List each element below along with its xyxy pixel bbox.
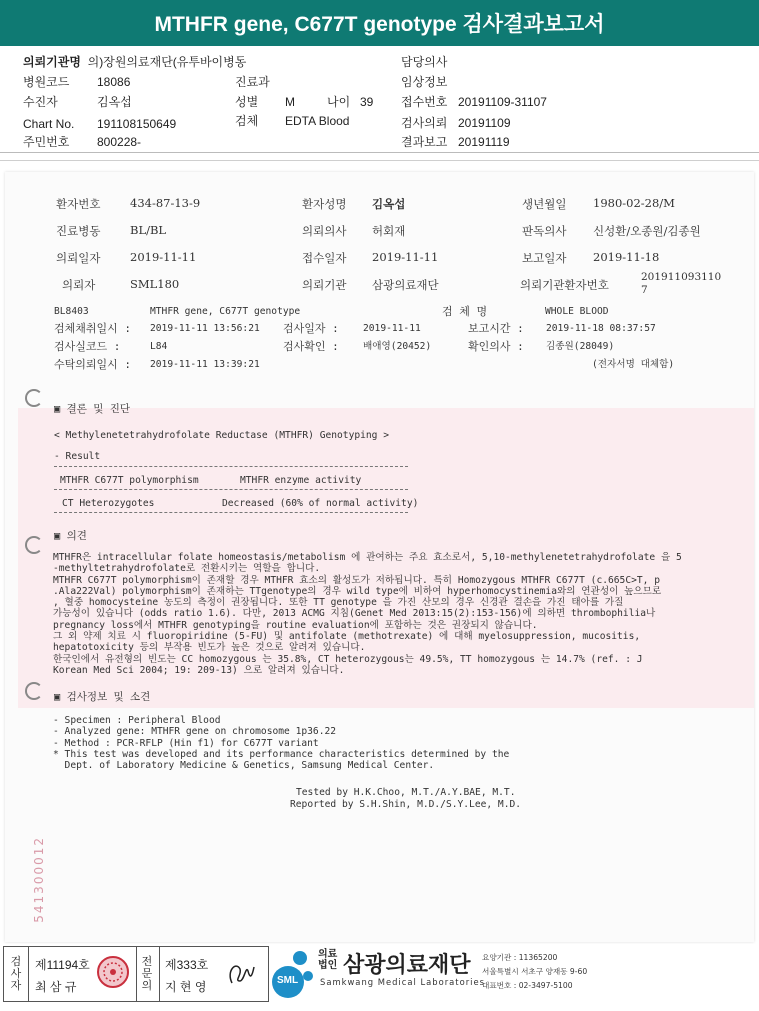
patient-label: 수진자 [23, 95, 58, 109]
grid-value: 2019-11-18 [593, 250, 660, 264]
clinical-info-label: 임상정보 [401, 75, 448, 89]
grid-label: 의뢰일자 [56, 251, 101, 265]
info-label: 확인의사 : [468, 340, 524, 353]
corp-type-1: 의료 [318, 949, 338, 960]
result-table-rule [54, 489, 408, 490]
grid-label: 의뢰의사 [302, 224, 347, 238]
test-code: BL8403 [54, 306, 89, 317]
punch-hole-mark [25, 536, 43, 554]
result-col-enzyme: MTHFR enzyme activity [240, 475, 362, 486]
sml-logo-icon [270, 948, 318, 1000]
method-text [53, 715, 509, 771]
info-value: 2019-11-11 13:39:21 [150, 359, 260, 370]
opinion-line: Korean Med Sci 2004; 19: 209-13) 으로 알려져 있습니다. [53, 664, 345, 676]
opinion-line: hepatotoxicity 등의 부작용 빈도가 높은 것으로 알려져 있습니다. [53, 642, 366, 654]
grid-value: 김옥섭 [372, 197, 406, 211]
grid-value: BL/BL [130, 223, 167, 237]
signature-box [3, 946, 269, 1002]
divider [28, 947, 29, 1001]
method-line: - Specimen : Peripheral Blood [53, 715, 221, 726]
specimen-label: 검체 [235, 114, 259, 128]
institution-code: 요양기관 : 11365200 [482, 953, 558, 962]
receipt-no-value: 20191109-31107 [458, 95, 547, 109]
specimen-name-value: WHOLE BLOOD [545, 306, 609, 317]
grid-value: 삼광의료재단 [372, 278, 439, 292]
specimen-value: EDTA Blood [285, 114, 350, 128]
genotyping-heading: < Methylenetetrahydrofolate Reductase (MTHFR) Genotyping > [54, 430, 390, 441]
specimen-name-label: 검 체 명 [442, 305, 488, 318]
report-date-value: 20191119 [458, 135, 510, 149]
grid-label: 의뢰기관환자번호 [520, 278, 609, 292]
punch-hole-mark [25, 682, 43, 700]
e-signature-note: (전자서명 대체함) [592, 359, 675, 370]
chart-no-value: 191108150649 [97, 117, 177, 131]
opinion-text [53, 552, 682, 676]
opinion-line: 그 외 약제 치료 시 fluoropiridine (5-FU) 및 antifolate (methotrexate) 에 대해 myelosuppression, mucositis, [53, 631, 641, 643]
info-label: 검체채취일시 : [54, 322, 132, 335]
info-label: 수탁의뢰일시 : [54, 358, 132, 371]
grid-value: 1980-02-28/M [593, 196, 675, 210]
opinion-line: 가능성이 있습니다 (odds ratio 1.6). 다만, 2013 ACMG 지침(Genet Med 2013:15(2):153-156)에 의하면 thrombophilia나 [53, 608, 656, 620]
result-table-rule [54, 466, 408, 467]
sex-value: M [285, 95, 295, 109]
grid-label: 접수일자 [302, 251, 347, 265]
receipt-no-label: 접수번호 [401, 95, 448, 109]
age-label: 나이 [327, 95, 351, 109]
tester-name: 최 삼 규 [35, 980, 77, 994]
info-label: 검사확인 : [283, 340, 339, 353]
grid-label: 판독의사 [522, 224, 567, 238]
divider [136, 947, 137, 1001]
specialist-license-no: 제333호 [165, 958, 209, 972]
opinion-line: , 혈중 homocysteine 농도의 측정이 권장됩니다. 또한 TT genotype 을 가진 산모의 경우 신경관 결손을 가진 태아를 가질 [53, 597, 624, 609]
grid-value: 2019-11-11 [130, 250, 197, 264]
tester-license-no: 제11194호 [35, 958, 90, 972]
grid-label: 의뢰자 [62, 278, 96, 292]
grid-value-tail: 7 [641, 284, 648, 296]
doctor-label: 담당의사 [401, 55, 448, 69]
reported-by: Reported by S.H.Shin, M.D./S.Y.Lee, M.D. [290, 799, 522, 810]
method-line: Dept. of Laboratory Medicine & Genetics, Samsung Medical Center. [53, 760, 435, 772]
grid-value: 신성환/오종원/김종원 [593, 224, 701, 238]
info-value: 김종원(28049) [546, 341, 615, 352]
info-value: 2019-11-11 [363, 323, 421, 334]
chart-no-label: Chart No. [23, 117, 75, 131]
opinion-line: 한국인에서 유전형의 빈도는 CC homozygous 는 35.8%, CT heterozygous는 49.5%, TT homozygous 는 14.7% (ref. : J [53, 653, 643, 665]
specialist-signature [224, 957, 262, 991]
grid-value: 201911093110 [641, 271, 722, 283]
info-value: 배애영(20452) [363, 341, 432, 352]
grid-label: 환자성명 [302, 197, 347, 211]
report-date-label: 결과보고 [401, 135, 448, 149]
hospital-code-label: 병원코드 [23, 75, 70, 89]
specialist-label: 전문의 [141, 955, 153, 992]
grid-value: 허회재 [372, 224, 406, 238]
info-value: 2019-11-18 08:37:57 [546, 323, 656, 334]
opinion-line: pregnancy loss에서 MTHFR genotyping을 routine evaluation에 포함하는 것은 권장되지 않습니다. [53, 619, 538, 631]
result-label: - Result [54, 451, 101, 462]
divider [159, 947, 160, 1001]
tester-seal-stamp [96, 955, 130, 989]
tested-by: Tested by H.K.Choo, M.T./A.Y.BAE, M.T. [296, 787, 516, 798]
grid-label: 의뢰기관 [302, 278, 347, 292]
section-method-title: ▣ 검사정보 및 소견 [54, 691, 151, 703]
org-phone: 대표번호 : 02-3497-5100 [482, 981, 573, 990]
hospital-code-value: 18086 [97, 75, 131, 89]
info-value: 2019-11-11 13:56:21 [150, 323, 260, 334]
tester-label: 검사자 [10, 955, 22, 992]
result-enzyme-value: Decreased (60% of normal activity) [222, 498, 419, 509]
opinion-line: .Ala222Val) polymorphism이 존재하는 TTgenotype의 경우 wild type에 비하여 hyperhomocystinemia와의 연관성이 높으므로 [53, 585, 662, 597]
age-value: 39 [360, 95, 374, 109]
section-conclusion-title: ▣ 결론 및 진단 [54, 403, 131, 415]
method-line: - Method : PCR-RFLP (Hin f1) for C677T variant [53, 737, 319, 749]
sml-logo-text: SML [277, 975, 299, 986]
method-line: - Analyzed gene: MTHFR gene on chromosome 1p36.22 [53, 726, 337, 738]
requesting-org-row: 의뢰기관명 의)장원의료재단(유투바이병동 [23, 55, 247, 69]
request-date-label: 검사의뢰 [401, 116, 448, 130]
grid-label: 보고일자 [522, 251, 567, 265]
grid-value: 2019-11-11 [372, 250, 439, 264]
rrn-value: 800228- [97, 135, 142, 149]
info-value: L84 [150, 341, 168, 352]
org-name-korean: 삼광의료재단 [343, 953, 471, 978]
grid-label: 환자번호 [56, 197, 101, 211]
org-address: 서울특별시 서초구 양재동 9-60 [482, 967, 588, 976]
dept-label: 진료과 [235, 75, 270, 89]
document-side-id: 541300012 [32, 836, 46, 923]
result-genotype-value: CT Heterozygotes [62, 498, 155, 509]
org-name-english: Samkwang Medical Laboratories [320, 977, 485, 987]
patient-value: 김옥섭 [97, 95, 132, 109]
punch-hole-mark [25, 389, 43, 407]
grid-label: 생년월일 [522, 197, 567, 211]
report-header [0, 48, 759, 153]
opinion-line: MTHFR C677T polymorphism이 존재할 경우 MTHFR 효소의 활성도가 저하됩니다. 특히 Homozygous MTHFR C677T (c.665C>T, p [53, 574, 660, 586]
result-table-rule [54, 512, 408, 513]
info-label: 검사실코드 : [54, 340, 121, 353]
request-date-value: 20191109 [458, 116, 511, 130]
grid-label: 진료병동 [56, 224, 101, 238]
opinion-line: MTHFR은 intracellular folate homeostasis/metabolism 에 관여하는 주요 효소로서, 5,10-methylenetetrahydrofolate 을 5 [53, 552, 682, 563]
info-label: 보고시간 : [468, 322, 524, 335]
header-divider [0, 160, 759, 161]
result-col-polymorphism: MTHFR C677T polymorphism [60, 475, 199, 486]
info-label: 검사일자 : [283, 322, 339, 335]
opinion-line: -methyltetrahydrofolate로 전환시키는 역할을 합니다. [53, 563, 321, 575]
rrn-label: 주민번호 [23, 135, 70, 149]
report-title: MTHFR gene, C677T genotype 검사결과보고서 [0, 0, 759, 46]
method-line: * This test was developed and its performance characteristics determined by the [53, 748, 510, 760]
section-opinion-title: ▣ 의견 [54, 530, 87, 542]
specialist-name: 지 현 영 [165, 980, 207, 994]
corp-type-2: 법인 [318, 960, 338, 971]
grid-value: SML180 [130, 277, 180, 291]
sex-label: 성별 [235, 95, 259, 109]
report-footer [0, 944, 759, 1011]
test-name: MTHFR gene, C677T genotype [150, 306, 301, 317]
grid-value: 434-87-13-9 [130, 196, 201, 210]
